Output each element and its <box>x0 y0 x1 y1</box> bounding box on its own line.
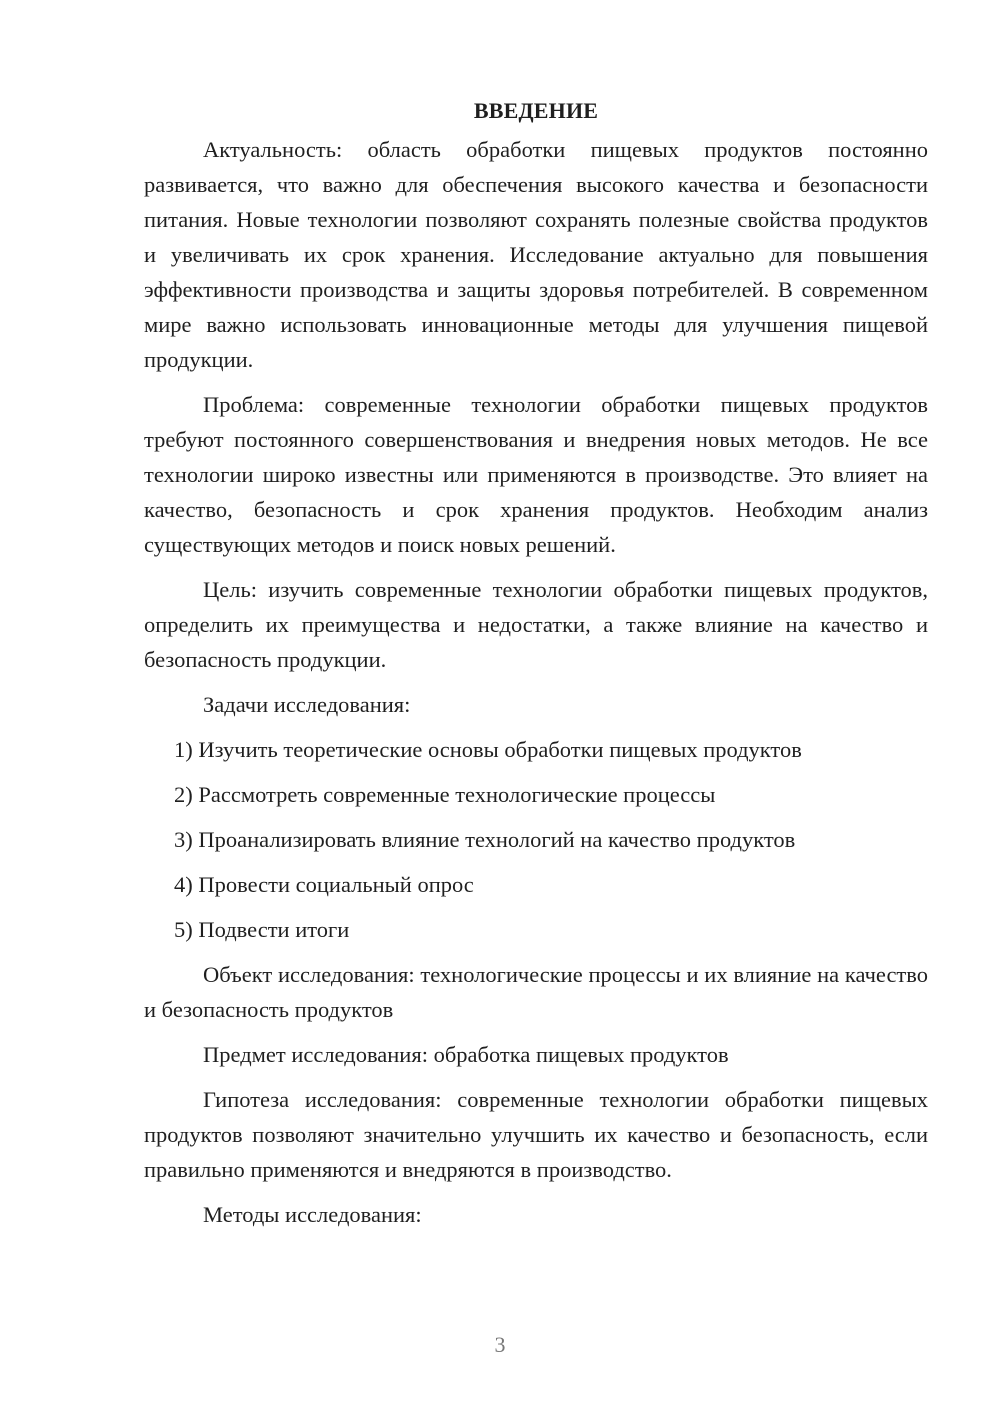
page-number: 3 <box>494 1332 506 1357</box>
paragraph-object: Объект исследования: технологические процессы и их влияние на качество и безопасность продуктов <box>144 962 928 1022</box>
tasks-heading: Задачи исследования: <box>203 692 411 717</box>
list-item: 4) Провести социальный опрос <box>174 872 474 897</box>
paragraph-relevance: Актуальность: область обработки пищевых продуктов постоянно развивается, что важно для обеспечения высокого качества и безопасности питания. Новые технологии позволяют сохранять полезные свойства продуктов и увеличивать их срок хранения. Исследование актуально для повышения эффективности производства и защиты здоровья потребителей. В современном мире важно использовать инновационные методы для улучшения пищевой продукции. <box>144 137 928 372</box>
page-content <box>144 96 928 1242</box>
list-item: 3) Проанализировать влияние технологий на качество продуктов <box>174 827 796 852</box>
methods-heading: Методы исследования: <box>203 1202 422 1227</box>
list-item: 2) Рассмотреть современные технологические процессы <box>174 782 716 807</box>
paragraph-subject: Предмет исследования: обработка пищевых продуктов <box>203 1042 729 1067</box>
paragraph-goal: Цель: изучить современные технологии обработки пищевых продуктов, определить их преимущества и недостатки, а также влияние на качество и безопасность продукции. <box>144 577 928 672</box>
list-item: 5) Подвести итоги <box>174 917 350 942</box>
page-title: ВВЕДЕНИЕ <box>473 98 599 123</box>
list-item: 1) Изучить теоретические основы обработки пищевых продуктов <box>174 737 802 762</box>
paragraph-hypothesis: Гипотеза исследования: современные технологии обработки пищевых продуктов позволяют значительно улучшить их качество и безопасность, если правильно применяются и внедряются в производство. <box>144 1087 928 1182</box>
tasks-list <box>144 732 928 947</box>
paragraph-problem: Проблема: современные технологии обработки пищевых продуктов требуют постоянного совершенствования и внедрения новых методов. Не все технологии широко известны или применяются в производстве. Это влияет на качество, безопасность и срок хранения продуктов. Необходим анализ существующих методов и поиск новых решений. <box>144 392 928 557</box>
